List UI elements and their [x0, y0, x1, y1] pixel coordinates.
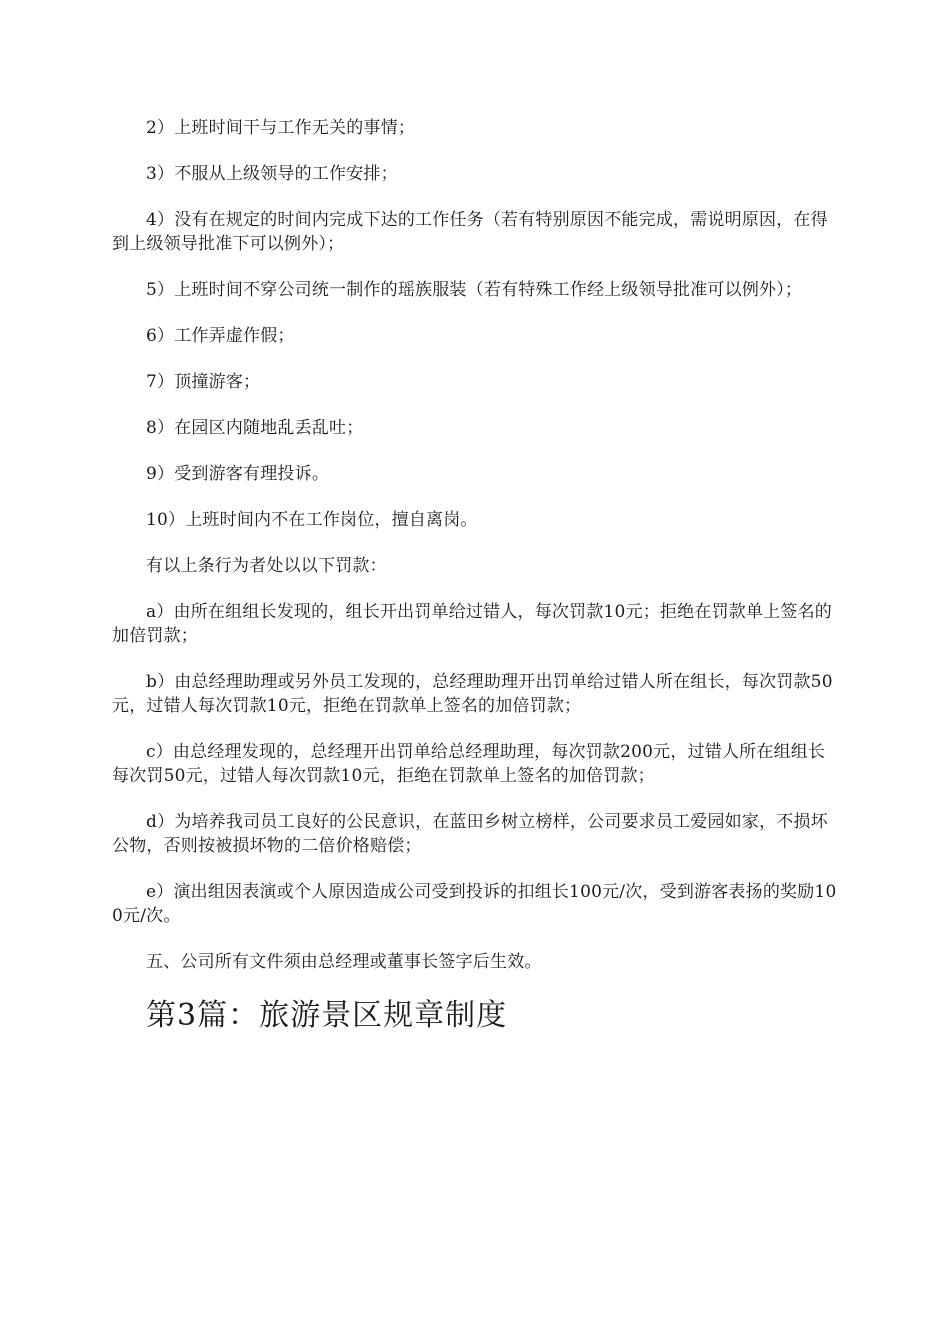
paragraph-item-3: 3）不服从上级领导的工作安排；	[146, 164, 398, 184]
paragraph-item-6: 6）工作弄虚作假；	[146, 326, 295, 346]
penalty-item-a: a）由所在组组长发现的，组长开出罚单给过错人，每次罚款10元；拒绝在罚款单上签名的加倍罚款；	[112, 602, 832, 646]
paragraph-item-9: 9）受到游客有理投诉。	[146, 464, 330, 484]
paragraph-item-2: 2）上班时间干与工作无关的事情；	[146, 118, 416, 138]
paragraph-item-5: 5）上班时间不穿公司统一制作的瑶族服装（若有特殊工作经上级领导批准可以例外）；	[146, 280, 803, 300]
chapter-heading: 第3篇：旅游景区规章制度	[146, 998, 508, 1033]
section-five-rule: 五、公司所有文件须由总经理或董事长签字后生效。	[146, 952, 542, 972]
paragraph-item-8: 8）在园区内随地乱丢乱吐；	[146, 418, 364, 438]
penalty-item-e: e）演出组因表演或个人原因造成公司受到投诉的扣组长100元/次，受到游客表扬的奖励100元/次。	[112, 882, 837, 926]
penalty-intro: 有以上条行为者处以以下罚款：	[146, 556, 387, 576]
paragraph-item-4: 4）没有在规定的时间内完成下达的工作任务（若有特别原因不能完成，需说明原因，在得到上级领导批准下可以例外）；	[112, 210, 828, 254]
paragraph-item-7: 7）顶撞游客；	[146, 372, 261, 392]
penalty-item-c: c）由总经理发现的，总经理开出罚单给总经理助理，每次罚款200元，过错人所在组组长每次罚50元，过错人每次罚款10元，拒绝在罚款单上签名的加倍罚款；	[112, 742, 826, 786]
penalty-item-b: b）由总经理助理或另外员工发现的，总经理助理开出罚单给过错人所在组长，每次罚款50元，过错人每次罚款10元，拒绝在罚款单上签名的加倍罚款；	[112, 672, 833, 716]
penalty-item-d: d）为培养我司员工良好的公民意识，在蓝田乡树立榜样，公司要求员工爱园如家，不损坏公物，否则按被损坏物的二倍价格赔偿；	[112, 812, 828, 856]
document-body	[112, 116, 840, 1036]
paragraph-item-10: 10）上班时间内不在工作岗位，擅自离岗。	[146, 510, 478, 530]
